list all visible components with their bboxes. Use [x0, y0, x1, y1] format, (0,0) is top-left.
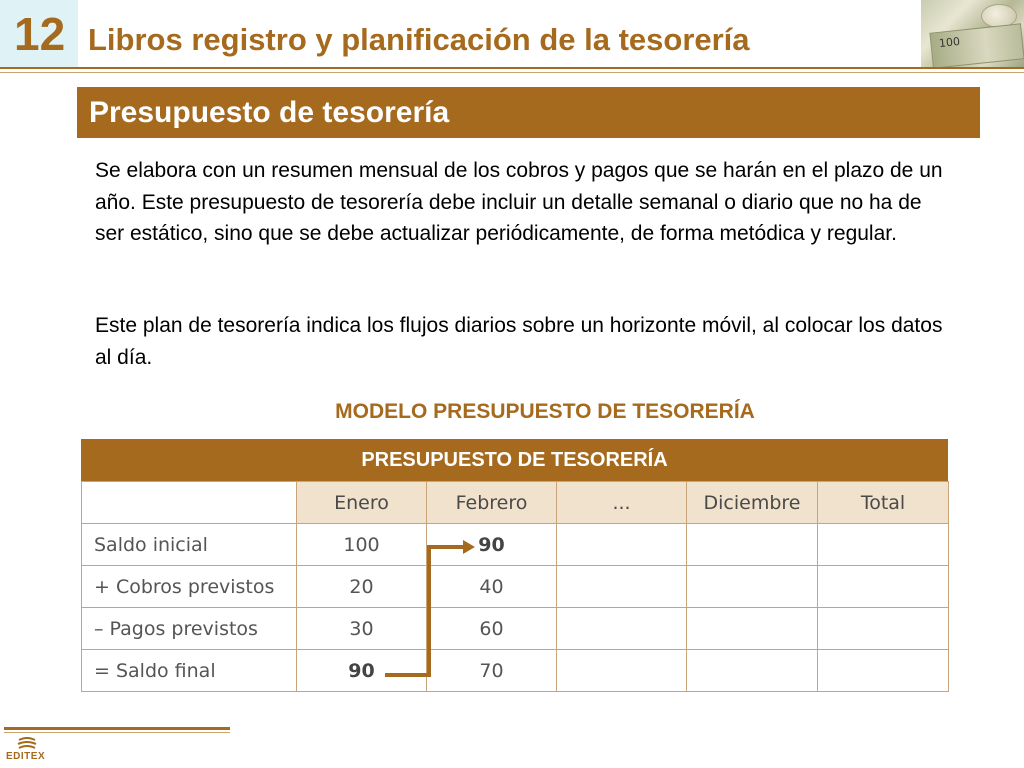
column-header-blank [82, 482, 297, 524]
column-header-enero: Enero [297, 482, 427, 524]
table-row [82, 608, 949, 650]
model-title: MODELO PRESUPUESTO DE TESORERÍA [335, 400, 755, 423]
editex-logo-icon [16, 737, 38, 751]
page-title: Libros registro y planificación de la tesorería [88, 22, 750, 57]
cell-enero: 20 [297, 566, 427, 608]
row-label: + Cobros previstos [82, 566, 297, 608]
cell-ellipsis [557, 566, 687, 608]
table-row [82, 524, 949, 566]
budget-table-container [81, 439, 948, 692]
table-row [82, 566, 949, 608]
chapter-number-box [0, 0, 78, 68]
budget-table [81, 481, 949, 692]
column-header-diciembre: Diciembre [687, 482, 818, 524]
editex-logo-text: EDITEX [6, 751, 46, 762]
column-header-total: Total [818, 482, 949, 524]
cell-total [818, 566, 949, 608]
cell-enero: 30 [297, 608, 427, 650]
cell-febrero: 40 [427, 566, 557, 608]
column-header-ellipsis: ... [557, 482, 687, 524]
cell-ellipsis [557, 608, 687, 650]
footer-divider [4, 727, 230, 730]
table-header-row [82, 482, 949, 524]
section-bar [77, 87, 980, 138]
row-label: = Saldo final [82, 650, 297, 692]
row-label: – Pagos previstos [82, 608, 297, 650]
row-label: Saldo inicial [82, 524, 297, 566]
cell-ellipsis [557, 524, 687, 566]
cell-total [818, 650, 949, 692]
banknote-text: 100 [938, 34, 961, 51]
cell-total [818, 608, 949, 650]
cell-febrero: 70 [427, 650, 557, 692]
table-title: PRESUPUESTO DE TESORERÍA [81, 439, 948, 481]
footer-divider-thin [4, 732, 230, 733]
cell-febrero: 60 [427, 608, 557, 650]
cell-ellipsis [557, 650, 687, 692]
money-image [921, 0, 1024, 67]
chapter-number: 12 [14, 8, 66, 60]
cell-diciembre [687, 650, 818, 692]
table-row [82, 650, 949, 692]
paragraph-plan: Este plan de tesorería indica los flujos diarios sobre un horizonte móvil, al colocar los datos al día. [95, 314, 943, 369]
column-header-febrero: Febrero [427, 482, 557, 524]
cell-total [818, 524, 949, 566]
cell-enero: 100 [297, 524, 427, 566]
header-divider-thin [0, 72, 1024, 73]
header-divider [0, 67, 1024, 69]
cell-enero: 90 [297, 650, 427, 692]
cell-diciembre [687, 566, 818, 608]
paragraph-summary: Se elabora con un resumen mensual de los cobros y pagos que se harán en el plazo de un año. Este presupuesto de tesorería debe incluir un detalle semanal o diario que no ha de ser estático, sino que se debe actualizar periódicamente, de forma metódica y regular. [95, 159, 943, 245]
cell-diciembre [687, 524, 818, 566]
section-title: Presupuesto de tesorería [89, 96, 450, 129]
cell-febrero: 90 [427, 524, 557, 566]
cell-diciembre [687, 608, 818, 650]
